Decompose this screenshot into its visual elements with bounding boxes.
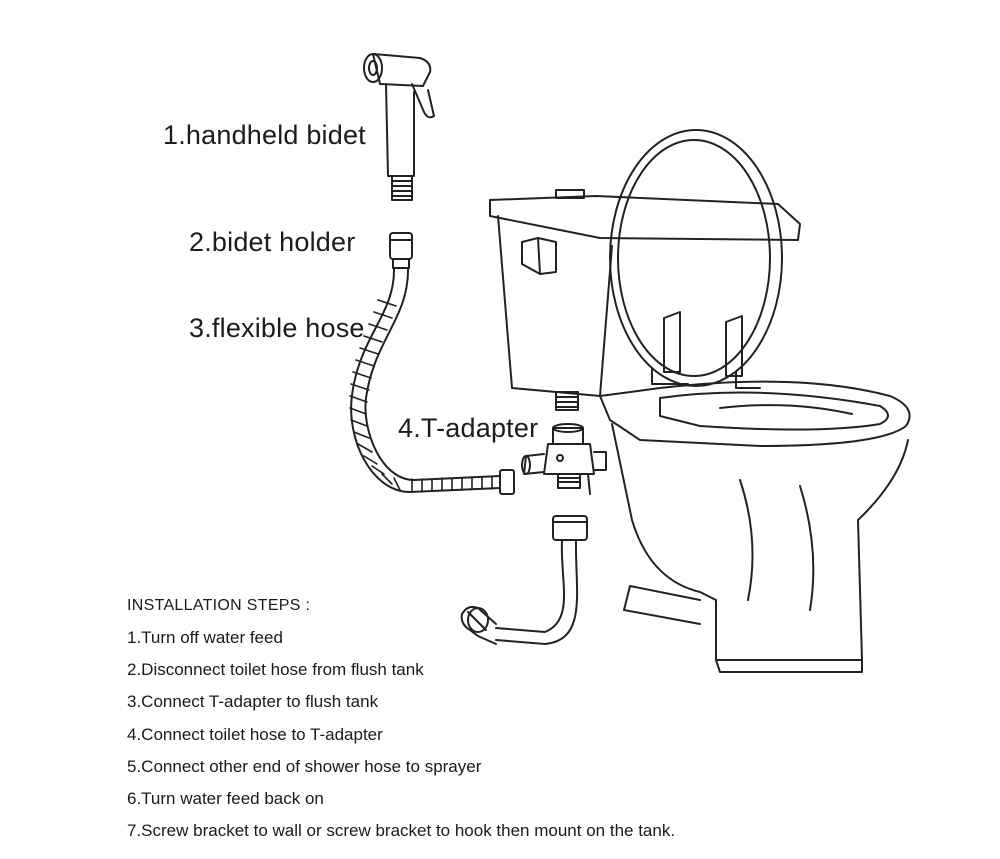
- installation-steps-heading: INSTALLATION STEPS :: [127, 597, 311, 614]
- label-t-adapter: 4.T-adapter: [398, 413, 539, 443]
- step-item: 4.Connect toilet hose to T-adapter: [127, 724, 383, 744]
- handheld-bidet-sprayer: [364, 54, 434, 200]
- flexible-hose: [350, 268, 514, 494]
- t-adapter: [522, 392, 606, 494]
- step-item: 7.Screw bracket to wall or screw bracket to hook then mount on the tank.: [127, 821, 676, 841]
- label-flexible-hose: 3.flexible hose: [189, 313, 365, 343]
- installation-steps: [127, 596, 675, 853]
- step-item: 5.Connect other end of shower hose to sprayer: [127, 756, 482, 776]
- step-item: 2.Disconnect toilet hose from flush tank: [127, 660, 424, 680]
- step-item: 3.Connect T-adapter to flush tank: [127, 692, 379, 712]
- bidet-holder: [390, 233, 412, 268]
- label-handheld-bidet: 1.handheld bidet: [163, 120, 366, 150]
- steps-list: [127, 628, 675, 853]
- step-item: 1.Turn off water feed: [127, 628, 283, 647]
- label-bidet-holder: 2.bidet holder: [189, 227, 356, 257]
- step-item: 6.Turn water feed back on: [127, 788, 324, 808]
- toilet: [490, 130, 910, 672]
